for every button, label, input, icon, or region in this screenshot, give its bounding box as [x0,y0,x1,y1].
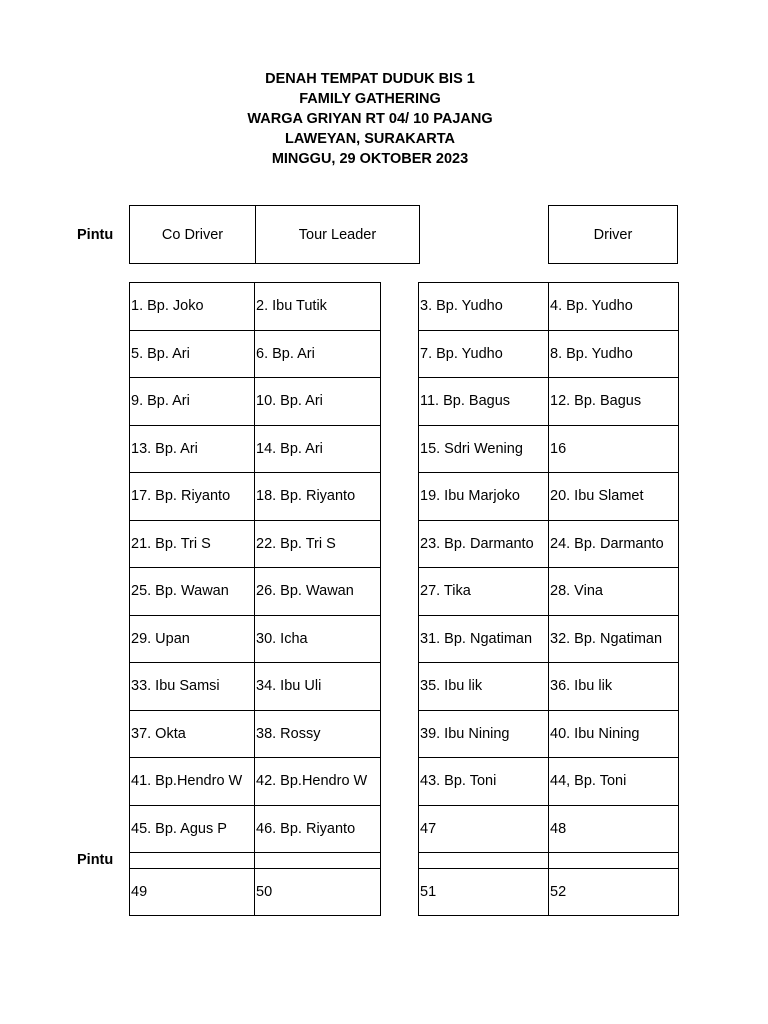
seat-cell: 21. Bp. Tri S [130,520,255,568]
seat-row [419,283,679,331]
seat-cell: 10. Bp. Ari [255,378,381,426]
seat-cell: 51 [419,869,549,916]
seat-cell: 32. Bp. Ngatiman [549,615,679,663]
seat-row [419,615,679,663]
seat-row [130,283,381,331]
seat-cell: 44, Bp. Toni [549,758,679,806]
seat-cell: 25. Bp. Wawan [130,568,255,616]
seat-cell: 11. Bp. Bagus [419,378,549,426]
seat-cell: 27. Tika [419,568,549,616]
seat-cell: 43. Bp. Toni [419,758,549,806]
document-title [0,69,740,169]
tour-leader-label: Tour Leader [298,226,377,243]
seat-cell: 18. Bp. Riyanto [255,473,381,521]
seat-cell: 33. Ibu Samsi [130,663,255,711]
aisle-gap-row [130,853,381,869]
seat-cell: 36. Ibu lik [549,663,679,711]
seat-row [130,425,381,473]
seat-cell: 22. Bp. Tri S [255,520,381,568]
title-line: MINGGU, 29 OKTOBER 2023 [271,151,469,167]
seat-cell: 48 [549,805,679,853]
seat-row [419,710,679,758]
seat-cell: 1. Bp. Joko [130,283,255,331]
empty-cell [549,853,679,869]
seat-row [419,663,679,711]
seat-row [130,520,381,568]
seat-row [419,568,679,616]
driver-box [548,205,678,264]
seat-cell: 39. Ibu Nining [419,710,549,758]
seat-cell: 3. Bp. Yudho [419,283,549,331]
seat-row [130,805,381,853]
left-seat-table [129,282,381,916]
seat-cell: 14. Bp. Ari [255,425,381,473]
seat-cell: 15. Sdri Wening [419,425,549,473]
seat-row [419,425,679,473]
seat-row [419,758,679,806]
seat-cell: 34. Ibu Uli [255,663,381,711]
seat-cell: 45. Bp. Agus P [130,805,255,853]
back-seat-row [130,869,381,916]
seat-cell: 41. Bp.Hendro W [130,758,255,806]
seat-row [419,378,679,426]
title-line: FAMILY GATHERING [299,91,441,107]
seat-cell: 2. Ibu Tutik [255,283,381,331]
seat-cell: 9. Bp. Ari [130,378,255,426]
seat-cell: 19. Ibu Marjoko [419,473,549,521]
empty-cell [255,853,381,869]
seat-cell: 52 [549,869,679,916]
title-line: LAWEYAN, SURAKARTA [285,131,455,147]
seat-cell: 24. Bp. Darmanto [549,520,679,568]
title-line: WARGA GRIYAN RT 04/ 10 PAJANG [247,111,493,127]
seat-cell: 31. Bp. Ngatiman [419,615,549,663]
seat-cell: 40. Ibu Nining [549,710,679,758]
seat-row [130,378,381,426]
seat-cell: 8. Bp. Yudho [549,330,679,378]
seat-cell: 4. Bp. Yudho [549,283,679,331]
seat-cell: 16 [549,425,679,473]
seat-cell: 42. Bp.Hendro W [255,758,381,806]
seat-cell: 29. Upan [130,615,255,663]
right-seat-table [418,282,679,916]
seat-cell: 5. Bp. Ari [130,330,255,378]
rear-door-label: Pintu [77,852,114,868]
seat-cell: 17. Bp. Riyanto [130,473,255,521]
seat-cell: 6. Bp. Ari [255,330,381,378]
seat-cell: 50 [255,869,381,916]
seat-cell: 26. Bp. Wawan [255,568,381,616]
co-driver-label: Co Driver [161,226,224,243]
seat-cell: 7. Bp. Yudho [419,330,549,378]
seat-row [419,473,679,521]
seat-row [419,520,679,568]
seat-row [130,663,381,711]
seat-cell: 20. Ibu Slamet [549,473,679,521]
seat-cell: 35. Ibu lik [419,663,549,711]
back-seat-row [419,869,679,916]
empty-cell [419,853,549,869]
seat-row [130,473,381,521]
seat-row [130,758,381,806]
co-driver-box [129,205,256,264]
seat-cell: 28. Vina [549,568,679,616]
seat-cell: 37. Okta [130,710,255,758]
seat-cell: 38. Rossy [255,710,381,758]
title-line: DENAH TEMPAT DUDUK BIS 1 [265,71,475,87]
front-door-label: Pintu [77,227,114,243]
aisle-gap-row [419,853,679,869]
seat-row [130,568,381,616]
seat-row [130,615,381,663]
seat-cell: 13. Bp. Ari [130,425,255,473]
driver-label: Driver [593,226,633,243]
empty-cell [130,853,255,869]
seat-row [130,710,381,758]
seat-cell: 46. Bp. Riyanto [255,805,381,853]
seat-cell: 47 [419,805,549,853]
seat-cell: 30. Icha [255,615,381,663]
tour-leader-box [255,205,420,264]
seat-row [419,330,679,378]
seat-row [130,330,381,378]
seat-cell: 49 [130,869,255,916]
seat-cell: 12. Bp. Bagus [549,378,679,426]
seat-row [419,805,679,853]
seat-cell: 23. Bp. Darmanto [419,520,549,568]
